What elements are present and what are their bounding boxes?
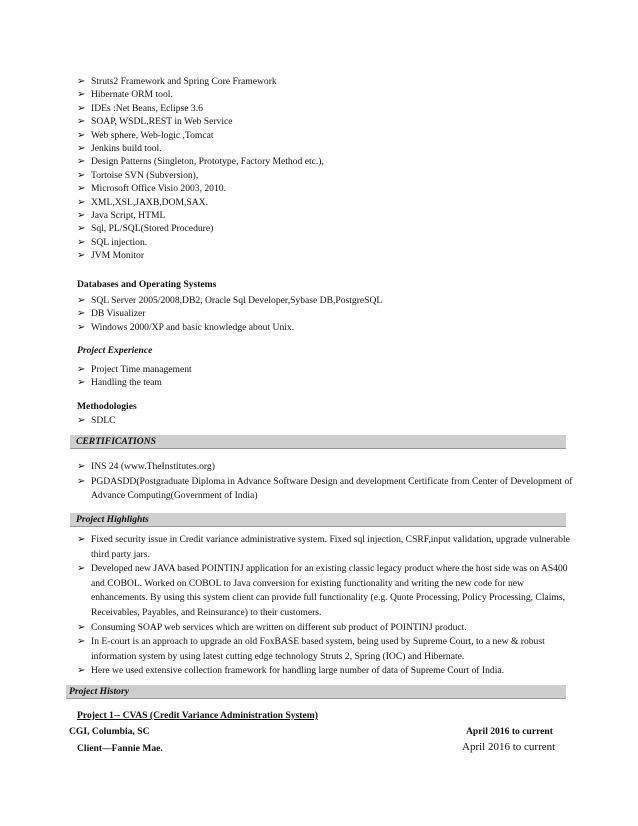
- list-item-text: Here we used extensive collection framework for handling large number of data of Supreme Court of India.: [91, 665, 505, 677]
- list-item: [77, 75, 577, 88]
- list-item: [77, 321, 577, 334]
- list-item: [77, 129, 577, 142]
- list-item-text: Handling the team: [91, 377, 162, 389]
- arrow-bullet-icon: ➢: [77, 236, 86, 248]
- list-item-text: XML,XSL,JAXB,DOM,SAX.: [91, 196, 209, 208]
- list-item-text: Microsoft Office Visio 2003, 2010.: [91, 183, 226, 195]
- arrow-bullet-icon: ➢: [77, 475, 86, 487]
- list-item-text: Project Time management: [91, 364, 192, 375]
- arrow-bullet-icon: ➢: [77, 364, 86, 375]
- arrow-bullet-icon: ➢: [77, 156, 86, 168]
- methodologies-heading: Methodologies: [77, 401, 137, 412]
- arrow-bullet-icon: ➢: [77, 223, 86, 235]
- project-highlights-heading: Project Highlights: [76, 514, 149, 525]
- arrow-bullet-icon: ➢: [77, 415, 86, 426]
- arrow-bullet-icon: ➢: [77, 89, 86, 101]
- list-item-text: SQL Server 2005/2008,DB2, Oracle Sql Developer,Sybase DB,PostgreSQL: [91, 295, 383, 306]
- list-item-text: Windows 2000/XP and basic knowledge about Unix.: [91, 321, 295, 333]
- list-item: [77, 562, 577, 620]
- arrow-bullet-icon: ➢: [77, 116, 86, 128]
- list-item: [77, 169, 577, 182]
- list-item: [77, 102, 577, 115]
- arrow-bullet-icon: ➢: [77, 210, 86, 222]
- client-dates: April 2016 to current: [462, 741, 556, 753]
- company-dates: April 2016 to current: [466, 726, 553, 737]
- project-history-bar: [66, 685, 566, 699]
- list-item-text: PGDASDD(Postgraduate Diploma in Advance Software Design and development Certificate from Center of Development of Advance Computing(Government of India): [91, 475, 573, 502]
- list-item: [77, 307, 577, 320]
- list-item-text: JVM Monitor: [91, 250, 145, 262]
- arrow-bullet-icon: ➢: [77, 250, 86, 262]
- arrow-bullet-icon: ➢: [77, 129, 86, 141]
- project-title: Project 1-- CVAS (Credit Variance Administration System): [77, 710, 318, 721]
- list-item: [77, 414, 577, 427]
- arrow-bullet-icon: ➢: [77, 196, 86, 208]
- certifications-bar: [70, 435, 566, 449]
- arrow-bullet-icon: ➢: [77, 295, 86, 306]
- company-name: CGI, Columbia, SC: [69, 726, 150, 737]
- list-item: [77, 196, 577, 209]
- arrow-bullet-icon: ➢: [77, 461, 86, 472]
- list-item-text: In E-court is an approach to upgrade an old FoxBASE based system, being used by Supreme Court, to a new & robust information system by using latest cutting edge technology Struts 2, Spring (IOC) and Hibernate.: [91, 636, 545, 662]
- list-item: [77, 222, 577, 235]
- list-item-text: Sql, PL/SQL(Stored Procedure): [91, 223, 214, 235]
- list-item: [77, 182, 577, 195]
- arrow-bullet-icon: ➢: [77, 563, 86, 575]
- arrow-bullet-icon: ➢: [77, 183, 86, 195]
- arrow-bullet-icon: ➢: [77, 665, 86, 677]
- list-item: [77, 460, 577, 475]
- list-item-text: Hibernate ORM tool.: [91, 89, 173, 101]
- project-highlights-bar: [70, 513, 566, 527]
- list-item-text: Web sphere, Web-logic ,Tomcat: [91, 129, 214, 141]
- arrow-bullet-icon: ➢: [77, 534, 86, 545]
- list-item: [77, 88, 577, 101]
- list-item: [77, 155, 577, 168]
- list-item: [77, 209, 577, 222]
- client-name: Client—Fannie Mae.: [77, 743, 163, 754]
- list-item-text: SQL injection.: [91, 236, 148, 248]
- arrow-bullet-icon: ➢: [77, 377, 86, 389]
- arrow-bullet-icon: ➢: [77, 143, 86, 155]
- project-highlights-list: [77, 533, 577, 679]
- list-item-text: Consuming SOAP web services which are written on different sub product of POINTINJ product.: [91, 621, 467, 633]
- list-item: [77, 294, 577, 307]
- arrow-bullet-icon: ➢: [77, 621, 86, 633]
- project-history-heading: Project History: [69, 686, 129, 697]
- arrow-bullet-icon: ➢: [77, 169, 86, 181]
- methodologies-list: [77, 414, 577, 427]
- list-item-text: DB Visualizer: [91, 308, 146, 320]
- list-item-text: Java Script, HTML: [91, 210, 166, 222]
- list-item: [77, 533, 577, 562]
- list-item-text: Fixed security issue in Credit variance administrative system. Fixed sql injection, CSRF,input validation, upgrade vulnerable third party jars.: [91, 534, 570, 560]
- list-item-text: Struts2 Framework and Spring Core Framework: [91, 76, 277, 87]
- list-item-text: SDLC: [91, 415, 116, 426]
- list-item-text: Tortoise SVN (Subversion),: [91, 169, 199, 181]
- list-item-text: IDEs :Net Beans, Eclipse 3.6: [91, 102, 203, 114]
- certifications-list: [77, 460, 577, 504]
- arrow-bullet-icon: ➢: [77, 636, 86, 648]
- list-item-text: Developed new JAVA based POINTINJ application for an existing classic legacy product where the host side was on AS400 and COBOL. Worked on COBOL to Java conversion for existing functionality and writing the new code for new enhancements. By using this system client can provide full functionality (e.g. Quote Processing, Policy Processing, Claims, Receivables, Payables, and Reinsurance) to their customers.: [91, 563, 568, 618]
- arrow-bullet-icon: ➢: [77, 102, 86, 114]
- list-item-text: Jenkins build tool.: [91, 143, 162, 155]
- list-item: [77, 115, 577, 128]
- certifications-heading: CERTIFICATIONS: [76, 436, 156, 447]
- databases-list: [77, 294, 577, 334]
- arrow-bullet-icon: ➢: [77, 76, 86, 87]
- list-item: [77, 249, 577, 262]
- list-item: [77, 475, 577, 504]
- project-experience-list: [77, 363, 577, 390]
- arrow-bullet-icon: ➢: [77, 308, 86, 320]
- project-experience-heading: Project Experience: [77, 345, 153, 356]
- list-item: [77, 635, 577, 664]
- list-item: [77, 664, 577, 679]
- list-item: [77, 621, 577, 636]
- databases-heading: Databases and Operating Systems: [77, 279, 217, 290]
- list-item: [77, 236, 577, 249]
- list-item: [77, 363, 577, 376]
- list-item: [77, 376, 577, 389]
- arrow-bullet-icon: ➢: [77, 321, 86, 333]
- list-item-text: Design Patterns (Singleton, Prototype, Factory Method etc.),: [91, 156, 324, 168]
- list-item: [77, 142, 577, 155]
- skills-list: [77, 75, 577, 263]
- list-item-text: INS 24 (www.TheInstitutes.org): [91, 461, 215, 472]
- list-item-text: SOAP, WSDL,REST in Web Service: [91, 116, 233, 128]
